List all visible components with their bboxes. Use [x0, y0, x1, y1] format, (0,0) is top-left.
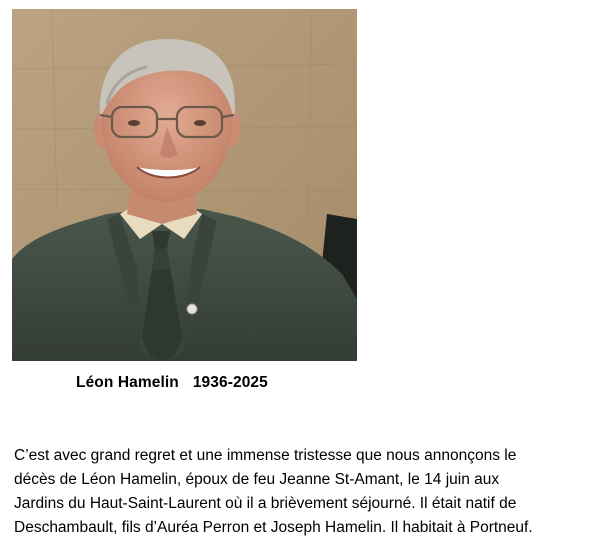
obituary-caption: [76, 374, 268, 392]
obituary-text: [14, 444, 589, 540]
obituary-line: Jardins du Haut-Saint-Laurent où il a brièvement séjourné. Il était natif de: [14, 495, 517, 512]
obituary-line: C’est avec grand regret et une immense tristesse que nous annonçons le: [14, 447, 517, 464]
deceased-name: Léon Hamelin: [76, 374, 179, 391]
portrait-image: [12, 9, 357, 361]
obituary-line: Deschambault, fils d’Auréa Perron et Joseph Hamelin. Il habitait à Portneuf.: [14, 519, 533, 536]
obituary-line: décès de Léon Hamelin, époux de feu Jeanne St-Amant, le 14 juin aux: [14, 471, 500, 488]
life-years: 1936-2025: [192, 374, 268, 391]
portrait-photo: [12, 9, 357, 361]
